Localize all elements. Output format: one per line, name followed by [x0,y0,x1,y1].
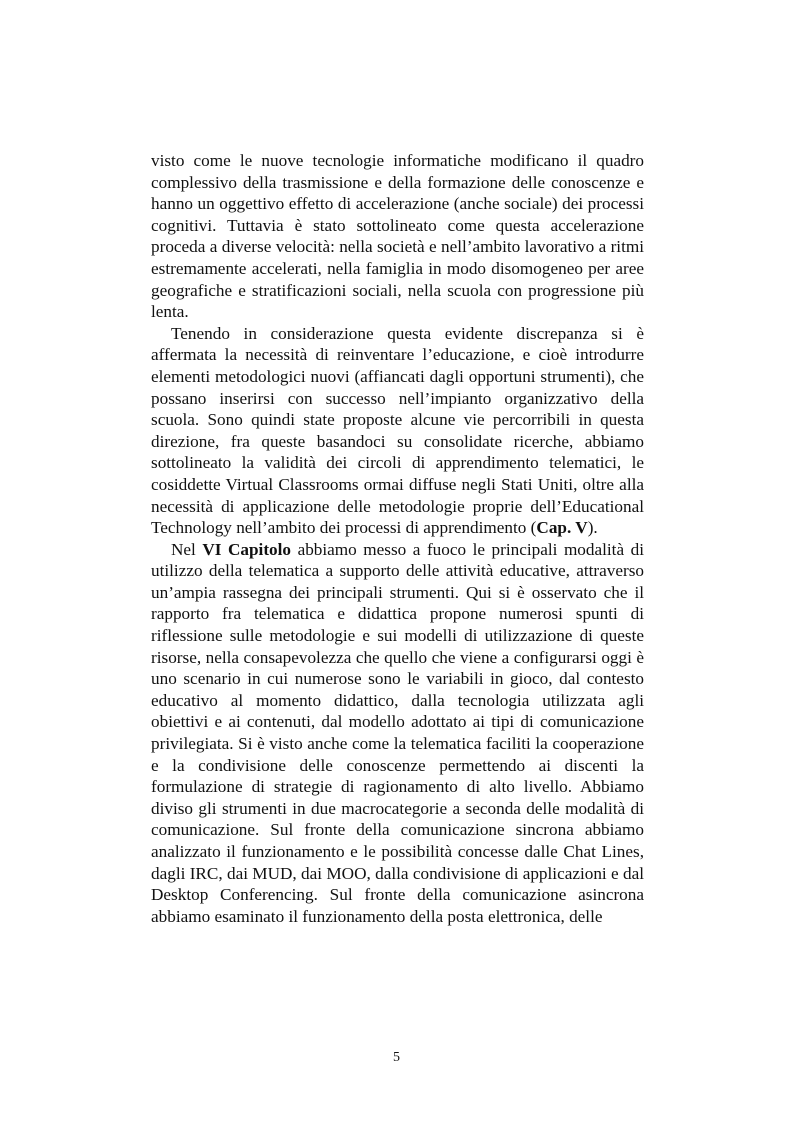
paragraph-3-start: Nel [171,539,203,559]
paragraph-3-text: abbiamo messo a fuoco le principali modalità di utilizzo della telematica a supporto delle attività educative, attraverso un’ampia rassegna dei principali strumenti. Qui si è osservato che il rapporto fra telematica e didattica propone numerosi spunti di riflessione sulle metodologie e sui modelli di utilizzazione di queste risorse, nella consapevolezza che quello che viene a configurarsi oggi è uno scenario in cui numerose sono le variabili in gioco, dal contesto educativo al momento didattico, dalla tecnologia utilizzata agli obiettivi e ai contenuti, dal modello adottato ai tipi di comunicazione privilegiata. Si è visto anche come la telematica faciliti la cooperazione e la condivisione delle conoscenze permettendo ai discenti la formulazione di strategie di ragionamento di alto livello. Abbiamo diviso gli strumenti in due macrocategorie a seconda delle modalità di comunicazione. Sul fronte della comunicazione sincrona abbiamo analizzato il funzionamento e le possibilità concesse dalle Chat Lines, dagli IRC, dai MUD, dai MOO, dalla condivisione di applicazioni e dal Desktop Conferencing. Sul fronte della comunicazione asincrona abbiamo esaminato il funzionamento della posta elettronica, delle [151,539,644,926]
paragraph-2 [151,323,644,539]
paragraph-1 [151,150,644,323]
chapter-reference-cap-v: Cap. V [536,518,588,538]
paragraph-2-end: ). [587,518,598,538]
paragraph-1-text: visto come le nuove tecnologie informatiche modificano il quadro complessivo della trasmissione e della formazione delle conoscenze e hanno un oggettivo effetto di accelerazione (anche sociale) dei processi cognitivi. Tuttavia è stato sottolineato come questa accelerazione proceda a diverse velocità: nella società e nell’ambito lavorativo a ritmi estremamente accelerati, nella famiglia in modo disomogeneo per aree geografiche e stratificazioni sociali, nella scuola con progressione più lenta. [151,151,644,322]
paragraph-3 [151,539,644,928]
chapter-reference-vi-capitolo: VI Capitolo [202,539,292,559]
paragraph-2-text: Tenendo in considerazione questa evidente discrepanza si è affermata la necessità di reinventare l’educazione, e cioè introdurre elementi metodologici nuovi (affiancati dagli opportuni strumenti), che possano inserirsi con successo nell’impianto organizzativo della scuola. Sono quindi state proposte alcune vie percorribili in questa direzione, fra queste basandoci su consolidate ricerche, abbiamo sottolineato la validità dei circoli di apprendimento telematici, le cosiddette Virtual Classrooms ormai diffuse negli Stati Uniti, oltre alla necessità di applicazione delle metodologie proprie dell’Educational Technology nell’ambito dei processi di apprendimento ( [151,323,644,538]
page-number: 5 [393,1050,400,1065]
body-text [151,150,644,927]
